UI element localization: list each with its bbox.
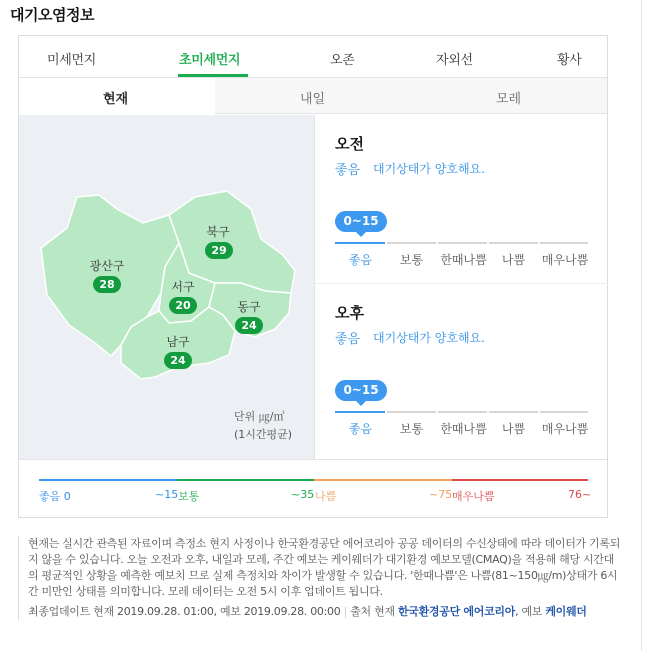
legend-normal: 보통 bbox=[178, 490, 200, 503]
forecast-range-pill: 0~15 bbox=[335, 211, 387, 232]
region-label-nam: 남구 bbox=[166, 335, 190, 349]
region-value-nam: 24 bbox=[164, 352, 192, 369]
source-link-airkorea[interactable]: 한국환경공단 에어코리아 bbox=[397, 605, 516, 618]
active-tab-indicator bbox=[178, 74, 248, 77]
source-prefix: 출처 현재 bbox=[350, 605, 395, 618]
scale-segment-very-bad bbox=[540, 242, 588, 244]
legend-max: 76~ bbox=[568, 488, 592, 501]
scale-segment-bad bbox=[489, 411, 538, 413]
air-quality-card bbox=[18, 35, 608, 518]
scale-segment-partly-bad bbox=[438, 242, 487, 244]
legend-good: 좋음 0 bbox=[39, 490, 71, 503]
scale-label-bad: 나쁨 bbox=[501, 253, 526, 267]
notice-section bbox=[18, 536, 622, 620]
scale-label-good: 좋음 bbox=[348, 253, 373, 267]
tab-uv[interactable]: 자외선 bbox=[436, 53, 473, 68]
region-label-dong: 동구 bbox=[237, 300, 261, 314]
scale-segment-normal bbox=[387, 411, 436, 413]
tab-yellow-dust[interactable]: 황사 bbox=[557, 53, 582, 68]
scale-label-very-bad: 매우나쁨 bbox=[541, 253, 589, 267]
legend-bad: 나쁨 bbox=[315, 490, 337, 503]
forecast-range-pointer bbox=[356, 401, 366, 406]
subtab-day-after[interactable]: 모레 bbox=[496, 92, 522, 107]
region-map bbox=[19, 115, 314, 459]
tab-ozone[interactable]: 오존 bbox=[330, 53, 355, 68]
legend-very-bad: 매우나쁨 bbox=[452, 490, 495, 503]
source-link-kweather[interactable]: 케이웨더 bbox=[545, 605, 587, 618]
forecast-range-pill: 0~15 bbox=[335, 380, 387, 401]
forecast-source-prefix: , 예보 bbox=[515, 605, 543, 618]
scale-label-partly-bad: 한때나쁨 bbox=[440, 422, 487, 436]
legend-normal-range: ~15 bbox=[155, 488, 179, 501]
tab-ultrafine-dust[interactable]: 초미세먼지 bbox=[179, 53, 241, 68]
scale-segment-good bbox=[335, 242, 385, 244]
notice-text: 현재는 실시간 관측된 자료이며 측정소 현지 사정이나 한국환경공단 에어코리아 공공 데이터의 수신상태에 따라 데이터가 기록되지 않을 수 있습니다. 오늘 오전과 오후, 내일과 모레, 주간 예보는 케이웨더가 대기환경 예보모델(CMAQ)을 적용해 해당 시간대의 평균적인 상황을 예측한 예보치 므로 실제 측정치와 차이가 발생할 수 있습니다. '한때나쁨'은 나쁨(81~150㎍/m)상태가 6시간 미만인 상태를 의미합니다. 모레 데이터는 오전 5시 이후 업데이트 됩니다. bbox=[28, 537, 621, 598]
scale-label-good: 좋음 bbox=[348, 422, 373, 436]
forecast-am bbox=[315, 115, 608, 285]
legend-very-bad-range: ~75 bbox=[429, 488, 453, 501]
pollutant-tabs bbox=[19, 36, 607, 78]
region-value-gwangsan: 28 bbox=[93, 276, 121, 293]
unit-note: (1시간평균) bbox=[234, 428, 293, 441]
region-label-buk: 북구 bbox=[206, 225, 230, 239]
unit-label: 단위 ㎍/㎥ bbox=[234, 410, 285, 423]
scale-label-very-bad: 매우나쁨 bbox=[541, 422, 589, 436]
forecast-period: 오후 bbox=[335, 304, 364, 322]
tab-fine-dust[interactable]: 미세먼지 bbox=[47, 53, 97, 68]
region-value-buk: 29 bbox=[205, 242, 233, 259]
subtab-tomorrow[interactable]: 내일 bbox=[300, 92, 326, 107]
forecast-panel bbox=[314, 115, 607, 459]
forecast-pm bbox=[315, 284, 608, 454]
update-timestamp: 최종업데이트 현재 2019.09.28. 01:00, 예보 2019.09.28. 00:00 bbox=[28, 605, 341, 618]
scale-segment-bad bbox=[489, 242, 538, 244]
forecast-grade: 좋음 bbox=[335, 332, 361, 347]
scale-segment-good bbox=[335, 411, 385, 413]
forecast-description: 대기상태가 양호해요. bbox=[373, 331, 485, 345]
legend-line-normal bbox=[177, 479, 314, 481]
forecast-range-pointer bbox=[356, 232, 366, 237]
grade-legend bbox=[19, 459, 607, 517]
panel-border bbox=[641, 0, 642, 651]
scale-label-bad: 나쁨 bbox=[501, 422, 526, 436]
region-value-dong: 24 bbox=[235, 317, 263, 334]
scale-label-partly-bad: 한때나쁨 bbox=[440, 253, 487, 267]
subtab-now[interactable]: 현재 bbox=[103, 92, 129, 107]
scale-segment-normal bbox=[387, 242, 436, 244]
day-tabs bbox=[19, 78, 607, 114]
update-info: 최종업데이트 현재 2019.09.28. 01:00, 예보 2019.09.28. 00:00 | 출처 현재 한국환경공단 에어코리아, 예보 케이웨더 bbox=[28, 605, 587, 618]
region-label-seo: 서구 bbox=[171, 280, 195, 294]
scale-label-normal: 보통 bbox=[399, 422, 424, 436]
region-value-seo: 20 bbox=[169, 297, 197, 314]
forecast-period: 오전 bbox=[335, 135, 364, 153]
scale-segment-very-bad bbox=[540, 411, 588, 413]
legend-line-bad bbox=[314, 479, 452, 481]
region-label-gwangsan: 광산구 bbox=[89, 259, 125, 273]
legend-line-good bbox=[39, 479, 177, 481]
page-title: 대기오염정보 bbox=[10, 6, 94, 24]
legend-line-very-bad bbox=[452, 479, 588, 481]
scale-segment-partly-bad bbox=[438, 411, 487, 413]
legend-bad-range: ~35 bbox=[291, 488, 315, 501]
scale-label-normal: 보통 bbox=[399, 253, 424, 267]
forecast-description: 대기상태가 양호해요. bbox=[373, 162, 485, 176]
forecast-grade: 좋음 bbox=[335, 163, 361, 178]
